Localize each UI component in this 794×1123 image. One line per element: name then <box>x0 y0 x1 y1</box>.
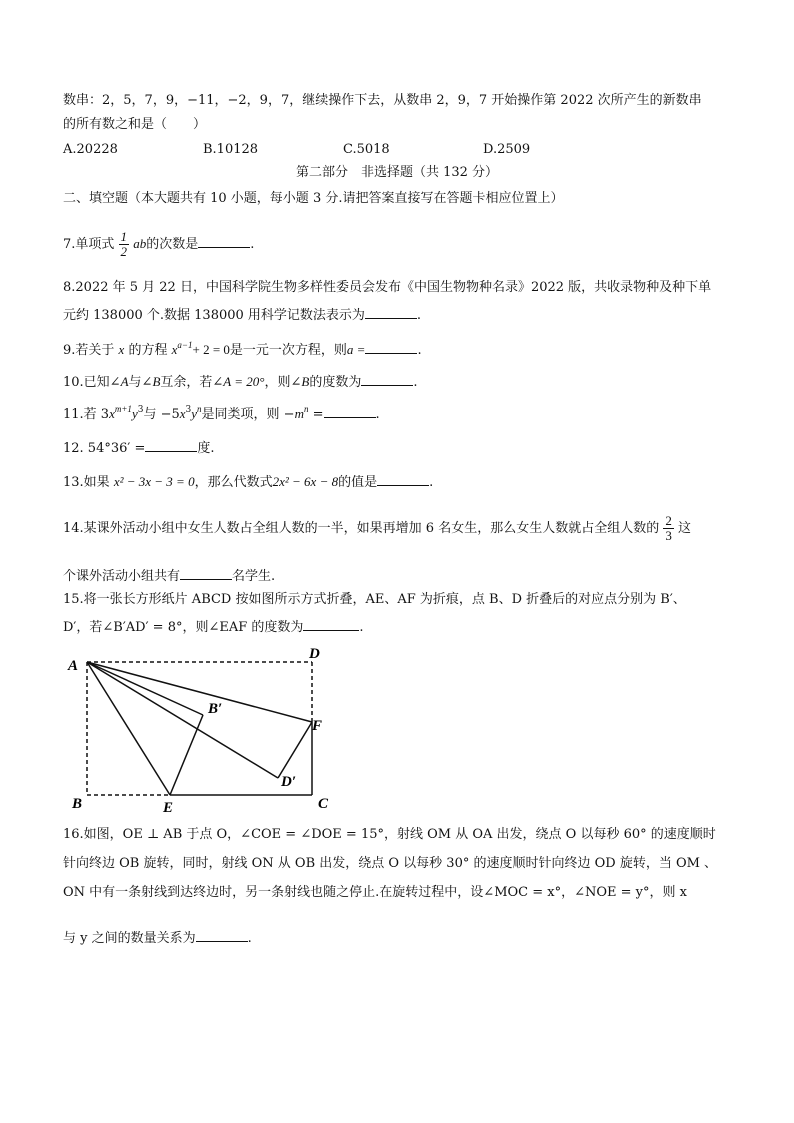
edge-ad-prime <box>87 662 278 778</box>
q14-line-2 <box>63 565 275 586</box>
q13-expr: 2x² − 6x − 8 <box>272 474 339 489</box>
q10-text5: 的度数为 <box>309 375 362 390</box>
q15-line-2-suffix: . <box>359 620 364 635</box>
label-c: C <box>318 796 329 812</box>
q14-fraction <box>663 514 674 543</box>
q11-ask-exp: n <box>303 404 309 414</box>
q13: 13.如果 x² − 3x − 3 = 0，那么代数式2x² − 6x − 8的值是 . <box>63 471 433 492</box>
q13-prefix: 13.如果 <box>63 475 110 490</box>
q9: 9.若关于 x 的方程 $x^{a-1}+ 2 = 0$是一元一次方程，则a = . <box>63 340 422 358</box>
label-e: E <box>163 800 174 815</box>
q9-answer-blank <box>365 339 417 354</box>
q10-text1: 10.已知∠ <box>63 375 121 390</box>
q9-eq-base: x <box>171 342 178 357</box>
q6-option-b: B.10128 <box>203 142 259 157</box>
q10-cond: A = 20° <box>223 374 265 389</box>
q14-line-1-text: 14.某课外活动小组中女生人数占全组人数的一半，如果再增加 6 名女生，那么女生人数就占全组人数的 <box>63 521 660 536</box>
q10-answer-blank <box>361 371 413 386</box>
q8-answer-blank <box>365 304 417 319</box>
q8-line-2: 元约 138000 个.数据 138000 用科学记数法表示为 . <box>63 304 421 325</box>
crease-ae <box>87 662 170 795</box>
q7-fraction <box>119 230 130 259</box>
q11-t1-exp: m+1 <box>114 404 132 414</box>
q9-var: x <box>118 342 125 357</box>
q15-answer-blank <box>303 616 359 631</box>
q14-answer-blank <box>180 565 232 580</box>
q13-eq: x² − 3x − 3 = 0 <box>113 474 195 489</box>
q12-answer-blank <box>145 437 197 452</box>
q9-eq-rest: + 2 = 0 <box>192 342 230 357</box>
q11-t1-base: x <box>109 406 115 421</box>
q11-answer-blank <box>324 403 376 418</box>
label-b: B <box>72 796 83 812</box>
q14-line-2-suffix: 名学生. <box>232 569 276 584</box>
q9-eq-exp: a−1 <box>177 340 193 350</box>
q14-frac-num: 2 <box>665 513 672 528</box>
q13-suffix: 的值是 <box>338 475 378 490</box>
q13-answer-blank <box>377 471 429 486</box>
q10: 10.已知∠A与∠B互余，若∠A = 20°，则∠B的度数为 . <box>63 371 418 392</box>
q11-suffix: 是同类项，则 − <box>201 407 295 422</box>
q6-option-d: D.2509 <box>483 142 531 157</box>
label-f: F <box>312 718 323 734</box>
q11-prefix: 11.若 3 <box>63 407 110 422</box>
q9-prefix: 9.若关于 <box>63 343 115 358</box>
q16-line-3: ON 中有一条射线到达终边时，另一条射线也随之停止.在旋转过程中，设∠MOC = x°，∠NOE = y°，则 x <box>63 885 687 900</box>
q12-suffix: 度. <box>197 441 215 456</box>
fold-figure <box>60 640 350 815</box>
q6-option-a: A.20228 <box>63 142 118 157</box>
q14-frac-den: 3 <box>665 528 672 543</box>
q7-expr: ab <box>133 236 147 251</box>
edge-d-prime-f <box>278 722 312 778</box>
q11-ask-base: m <box>294 406 304 421</box>
q6-option-c: C.5018 <box>343 142 390 157</box>
q16-line-4 <box>63 927 252 948</box>
q11: 11.若 $3x^{m+1}y^3$与 $-5x^3y^n$是同类项，则 $-m^n$ = . <box>63 404 380 422</box>
label-b-prime: B′ <box>208 701 223 717</box>
q15-line-2-prefix: D′，若∠B′AD′ = 8°，则∠EAF 的度数为 <box>63 620 304 635</box>
q6-line-1: 数串：2，5，7，9，−11，−2，9，7，继续操作下去，从数串 2，9，7 开始操作第 2022 次所产生的新数串 <box>63 93 702 108</box>
q13-mid: ，那么代数式 <box>194 475 273 490</box>
q11-t2-y: y <box>191 406 198 421</box>
q12-text: 12. 54°36′ = <box>63 441 146 456</box>
q15-line-1: 15.将一张长方形纸片 ABCD 按如图所示方式折叠，AE、AF 为折痕，点 B、D 折叠后的对应点分别为 B′、 <box>63 592 686 607</box>
q11-t2-xexp: 3 <box>185 405 192 415</box>
q7: 7.单项式 $\frac{1}{2}$ ab的次数是 . <box>63 229 255 259</box>
q9-suffix: 是一元一次方程，则 <box>229 343 347 358</box>
q11-eq: = <box>308 407 324 422</box>
q15-line-2 <box>63 616 364 637</box>
q6-line-2: 的所有数之和是（ ） <box>63 117 207 132</box>
q10-text4: ，则∠ <box>264 375 302 390</box>
q7-answer-blank <box>198 233 250 248</box>
label-d-prime: D′ <box>281 774 297 790</box>
q16-line-1: 16.如图，OE ⊥ AB 于点 O，∠COE = ∠DOE = 15°，射线 OM 从 OA 出发，绕点 O 以每秒 60° 的速度顺时 <box>63 827 716 842</box>
q9-ask: a = <box>346 342 366 357</box>
label-a: A <box>68 658 79 674</box>
q16-line-4-suffix: . <box>247 931 252 946</box>
q16-answer-blank <box>196 927 248 942</box>
q7-suffix: 的次数是 <box>146 237 199 252</box>
q11-t2-x: x <box>179 406 186 421</box>
q8-line-2-text: 元约 138000 个.数据 138000 用科学记数法表示为 <box>63 308 365 323</box>
part2-title: 第二部分 非选择题（共 132 分） <box>295 165 499 180</box>
q16-line-2: 针向终边 OB 旋转，同时，射线 ON 从 OB 出发，绕点 O 以每秒 30° 的速度顺时针向终边 OD 旋转，当 OM 、 <box>63 856 718 871</box>
label-d: D <box>309 646 320 662</box>
q10-text3: 互余，若∠ <box>160 375 224 390</box>
q10-text2: 与∠ <box>128 375 153 390</box>
q9-mid: 的方程 <box>128 343 168 358</box>
q12 <box>63 437 215 458</box>
q16-line-4-prefix: 与 y 之间的数量关系为 <box>63 931 196 946</box>
q14-line-2-prefix: 个课外活动小组共有 <box>63 569 181 584</box>
q7-prefix: 7.单项式 <box>63 237 115 252</box>
q10-ask: B <box>301 374 310 389</box>
q11-t1-y: y <box>131 406 138 421</box>
edge-b-prime-e <box>170 715 203 795</box>
q14-line-1 <box>63 511 691 547</box>
section2-heading: 二、填空题（本大题共有 10 小题，每小题 3 分.请把答案直接写在答题卡相应位置上） <box>63 191 564 206</box>
q11-mid: 与 −5 <box>143 407 180 422</box>
q10-b: B <box>152 374 161 389</box>
q8-line-1: 8.2022 年 5 月 22 日，中国科学院生物多样性委员会发布《中国生物物种名录》2022 版，共收录物种及种下单 <box>63 280 712 295</box>
q10-a: A <box>120 374 129 389</box>
q11-t2-yexp: n <box>197 404 202 414</box>
q7-frac-den: 2 <box>120 244 128 259</box>
q14-line-1-end: 这 <box>678 521 692 536</box>
q7-frac-num: 1 <box>120 229 128 244</box>
q11-t1-yexp: 3 <box>137 405 144 415</box>
